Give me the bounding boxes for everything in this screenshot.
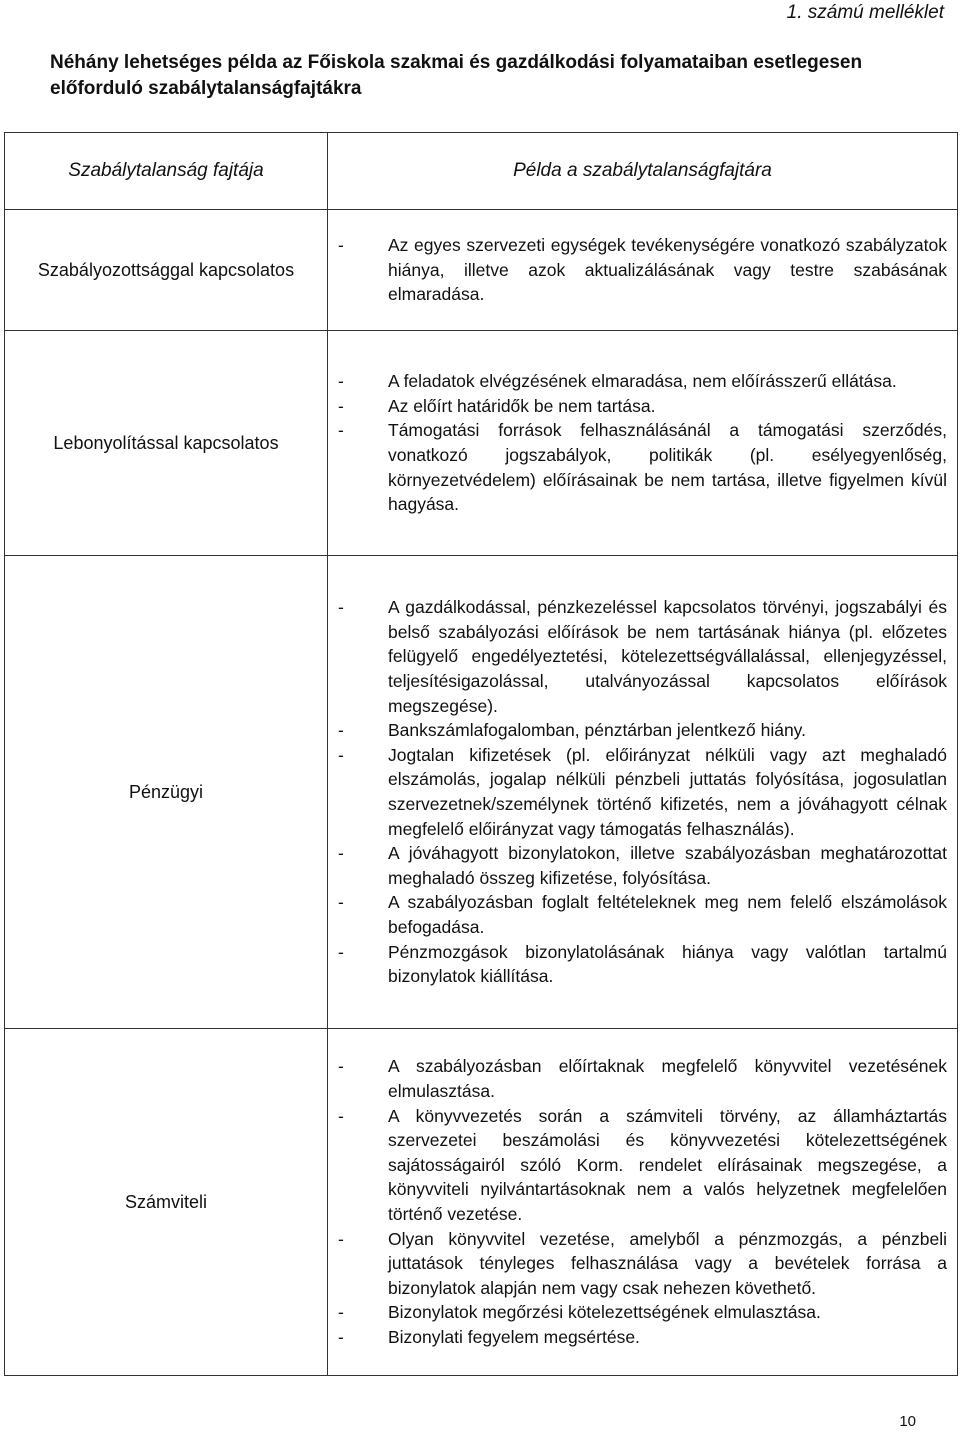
list-item: - A gazdálkodással, pénzkezeléssel kapcsolatos törvényi, jogszabályi és belső szabályozási előírások be nem tartásának hiánya (pl. előzetes felügyelő engedélyeztetési, kötelezettségvállalással, ellenjegyzéssel, teljesítésigazolással, utalványozással kapcsolatos előírások megszegése). — [338, 597, 947, 716]
row-type: Pénzügyi — [5, 556, 328, 1029]
list-item: - A könyvvezetés során a számviteli törvény, az államháztartás szervezetei beszámolási és könyvvezetési kötelezettségének sajátosságairól szóló Korm. rendelet elírásainak megszegése, a könyvviteli nyilvántartásoknak nem a valós helyzetnek megfelelően történő vezetése. — [338, 1105, 947, 1224]
row-examples — [328, 556, 958, 1029]
list-item: - A feladatok elvégzésének elmaradása, nem előírásszerű ellátása. — [338, 371, 897, 392]
row-type: Számviteli — [5, 1029, 328, 1376]
table-row — [5, 210, 958, 331]
row-examples — [328, 1029, 958, 1376]
irregularity-table — [4, 132, 958, 1376]
table-row — [5, 331, 958, 556]
row-type: Lebonyolítással kapcsolatos — [5, 331, 328, 556]
example-list — [336, 1054, 947, 1349]
list-item: - A jóváhagyott bizonylatokon, illetve szabályozásban meghatározottat meghaladó összeg kifizetése, folyósítása. — [338, 843, 947, 888]
example-list — [336, 233, 947, 307]
row-type: Szabályozottsággal kapcsolatos — [5, 210, 328, 331]
col-header-type: Szabálytalanság fajtája — [5, 133, 328, 210]
list-item: - A szabályozásban foglalt feltételeknek meg nem felelő elszámolások befogadása. — [338, 892, 947, 937]
example-list — [336, 595, 947, 989]
list-item: - Bankszámlafogalomban, pénztárban jelentkező hiány. — [338, 720, 806, 741]
list-item: - Jogtalan kifizetések (pl. előirányzat nélküli vagy azt meghaladó elszámolás, jogalap nélküli pénzbeli juttatás folyósítása, jogosulatlan szervezetnek/személynek történő kifizetés, nem a jóváhagyott célnak megfelelő előirányzat vagy támogatás felhasználás). — [338, 744, 947, 839]
list-item: - A szabályozásban előírtaknak megfelelő könyvvitel vezetésének elmulasztása. — [338, 1056, 947, 1102]
list-item: - Olyan könyvvitel vezetése, amelyből a pénzmozgás, a pénzbeli juttatások tényleges felhasználása vagy a bevételek forrása a bizonylatok alapján nem vagy csak nehezen követhető. — [338, 1228, 947, 1298]
annex-label: 1. számú melléklet — [786, 2, 944, 23]
table-row — [5, 1029, 958, 1376]
document-title: Néhány lehetséges példa az Főiskola szakmai és gazdálkodási folyamataiban esetlegesen előforduló szabálytalanságfajtákra — [50, 52, 863, 99]
row-examples — [328, 331, 958, 556]
table-header-row — [5, 133, 958, 210]
list-item: - Pénzmozgások bizonylatolásának hiánya vagy valótlan tartalmú bizonylatok kiállítása. — [338, 941, 947, 987]
list-item: - Az egyes szervezeti egységek tevékenységére vonatkozó szabályzatok hiánya, illetve azok aktualizálásának vagy testre szabásának elmaradása. — [338, 235, 947, 305]
list-item: - Az előírt határidők be nem tartása. — [338, 395, 656, 416]
table-row — [5, 556, 958, 1029]
list-item: - Támogatási források felhasználásánál a támogatási szerződés, vonatkozó jogszabályok, politikák (pl. esélyegyenlőség, környezetvédelem) előírásainak be nem tartása, illetve figyelmen kívül hagyása. — [338, 420, 947, 515]
list-item: - Bizonylati fegyelem megsértése. — [338, 1326, 640, 1347]
col-header-example: Példa a szabálytalanságfajtára — [328, 133, 958, 210]
list-item: - Bizonylatok megőrzési kötelezettségének elmulasztása. — [338, 1302, 821, 1323]
page-number: 10 — [899, 1413, 916, 1430]
row-examples — [328, 210, 958, 331]
example-list — [336, 369, 947, 517]
